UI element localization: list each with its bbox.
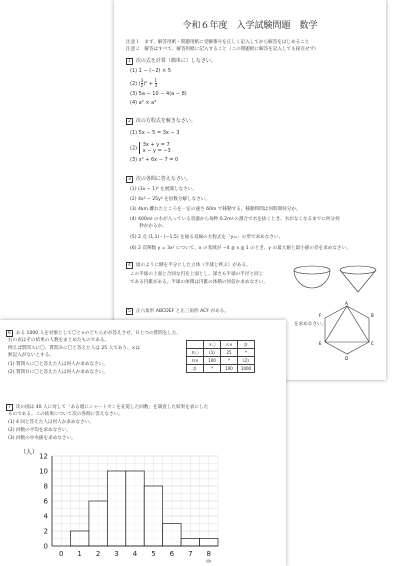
table-row: Ｂ〇 (1) 25 * <box>187 349 255 357</box>
triangle-shape <box>325 306 369 342</box>
y-tick-label: 6 <box>43 497 48 506</box>
q4-line-2: この半球の上面と合同な円を上面とし、深さも半球の半径と同じ <box>130 272 264 277</box>
table-row: Ｂ× 100 * (2) <box>187 357 255 365</box>
q1-item-2: (2) ( $\frac{3}{2})^2$ + $\frac{1}{3}$ <box>130 78 158 88</box>
x-tick-label: 8 <box>206 550 212 558</box>
q7-line-4: (2) 回数の平均を求めなさい。 <box>8 428 72 433</box>
y-tick-label: 4 <box>43 512 48 521</box>
y-tick-label: 12 <box>39 452 48 461</box>
q7-line-3: (1) 4 回と答えた人は何人か求めなさい。 <box>8 420 94 425</box>
q2-text: 次の方程式を解きなさい。 <box>135 118 196 124</box>
q6-line-3: 例えば質問Ａに〇、質問Ｂに〇と答えた人は 25 人であり、×は <box>8 346 141 351</box>
q1-item-1: (1) 1 − (−2) × 5 <box>130 68 172 74</box>
vertex-label-d: D <box>345 356 349 361</box>
q7-text-1: 次の図は 40 人に対して「ある週にシャートセンを充電した回数」を調査した結果を表にした <box>15 405 209 410</box>
x-tick-label: 7 <box>188 550 193 558</box>
q6-line-2: 右の表はその結果の人数をまとめたものである。 <box>8 338 110 343</box>
q1-heading <box>126 58 216 65</box>
x-tick-label: 5 <box>151 550 156 558</box>
q3-item-3: (3) 4km 離れたところを一定の速さ 60m で移動する。移動時間は何時間何分か。 <box>130 207 301 212</box>
q3-text: 次の各問に答えなさい。 <box>135 176 191 182</box>
q5-text: 正六角形 ABCDEF と正三角形 ACF がある。 <box>135 309 229 314</box>
histogram-bar-4 <box>126 471 144 546</box>
q6-text-1: ある 1000 人を対象として〇と×のどちらかが答えさせ、Ｂとつの質問をした。 <box>15 331 182 336</box>
note-2: 注意２ 解答はすべて、解答用紙に記入すること（この問題紙に解答を記入しても採点せず） <box>126 47 319 52</box>
q6-line-4: 無記入がないとする。 <box>8 353 54 358</box>
vertex-label-c: C <box>371 341 374 346</box>
x-tick-label: 4 <box>132 550 138 558</box>
x-tick-label: 6 <box>169 550 175 558</box>
q3-number: 3 <box>128 177 131 182</box>
q3-item-6: (6) 2 次関数 y = 3x² について、x の変域が −4 ≦ x ≦ 1 のとき、y の最大値と最小値の差を求めなさい。 <box>130 246 351 251</box>
q1-item-2-label: (2) <box>130 81 138 87</box>
histogram-bar-5 <box>144 486 162 546</box>
vertex-label-e: E <box>319 341 322 346</box>
x-axis-unit: (回) <box>206 559 212 563</box>
q1-number: 1 <box>128 59 131 64</box>
x-tick-label: 0 <box>58 550 64 558</box>
q7-line-2: ものである。この結果について次の各問に答えなさい。 <box>8 412 123 417</box>
hexagon-figure <box>314 300 380 364</box>
q4-number: 4 <box>128 263 131 268</box>
q4-line-3: である円錐がある。半球の体積は円錐の体積の何倍か求めなさい。 <box>130 280 268 285</box>
q1-item-3: (3) 5a − 10 − 4(a − 8) <box>130 91 187 97</box>
q6-line-1 <box>6 330 181 337</box>
histogram-bar-1 <box>70 531 88 546</box>
q5-sub: を求めなさい。 <box>294 322 327 327</box>
histogram-bar-7 <box>181 539 199 547</box>
vertex-label-a: A <box>345 301 348 306</box>
page-title: 令和６年度 入学試験問題 数学 <box>182 21 318 31</box>
cross-tab-table <box>186 340 255 373</box>
q1-text: 次の式を計算（簡単に）しなさい。 <box>135 58 216 64</box>
q7-number: 7 <box>8 405 11 410</box>
table-row: Ａ〇 Ａ× 計 <box>187 341 255 349</box>
cone-shape <box>340 266 376 292</box>
q2-item-1: (1) 5x − 5 = 3x − 3 <box>130 130 180 136</box>
q2-item-3: (3) x² + 6x − 7 = 0 <box>130 157 179 163</box>
histogram-bar-3 <box>107 471 125 546</box>
q6-line-6: (2) 質問Ｂに〇と答えた人は何人か求めなさい。 <box>8 370 108 375</box>
histogram-bar-2 <box>89 501 107 546</box>
table-row: 計 * 100 1000 <box>187 365 255 373</box>
x-tick-label: 1 <box>77 550 82 558</box>
hexagon-shape <box>325 306 369 354</box>
q2-item-2-label: (2) <box>130 145 138 152</box>
q7-line-5: (3) 回数の中央値を求めなさい。 <box>8 436 76 441</box>
q6-line-5: (1) 質問Ａに〇と答えた人は何人か求めなさい。 <box>8 362 108 367</box>
q2-heading <box>126 118 196 125</box>
y-tick-label: 2 <box>43 527 48 536</box>
q2-number: 2 <box>128 119 131 124</box>
q7-line-1 <box>6 404 208 411</box>
vertex-label-f: F <box>319 313 322 318</box>
q3-heading <box>126 176 191 183</box>
q3-item-1: (1) (3x − 1)² を展開しなさい。 <box>130 187 197 192</box>
y-tick-label: 8 <box>43 482 48 491</box>
vertex-label-b: B <box>371 313 374 318</box>
hemisphere-shape <box>294 266 330 288</box>
q3-item-4-cont: 秒かかるか。 <box>130 224 167 229</box>
x-tick-label: 3 <box>114 550 119 558</box>
x-tick-label: 2 <box>95 550 101 558</box>
note-1: 注意１ まず、解答用紙・問題用紙に受験番号を正しく記入してから解答をはじめること <box>126 40 310 45</box>
hemisphere-cone-figure <box>292 262 382 302</box>
q5-line <box>126 308 229 315</box>
fraction-a: $\frac{3}{2}$ <box>140 78 144 88</box>
q3-item-4: (4) 400ml の水が入っている容器から毎秒 0.2ml の割合で水を抜くとき、水がなくなるまでに何分何 <box>130 217 340 222</box>
equation-system: 3x + y = 7 x − y = −3 <box>139 142 171 154</box>
fraction-b: $\frac{1}{3}$ <box>154 78 158 88</box>
q3-item-5: (5) 2 点 (1,1)・(−1,5) を通る直線の方程式を「y=」の形で求めなさい。 <box>130 235 284 240</box>
q3-item-2: (2) 4x² − 25y² を因数分解しなさい。 <box>130 197 211 202</box>
q4-line-1 <box>126 262 251 269</box>
q4-text-1: 図のように側を半分にした立体（半球と呼ぶ）がある。 <box>135 263 251 268</box>
y-tick-label: 10 <box>39 467 48 476</box>
y-axis-label: （人） <box>20 449 39 456</box>
q6-number: 6 <box>8 331 11 336</box>
q5-number: 5 <box>128 309 131 314</box>
y-tick-label: 0 <box>43 542 48 551</box>
exam-page-2 <box>0 320 286 566</box>
q1-item-4: (4) a² × a³ <box>130 100 157 106</box>
histogram-bar-6 <box>163 524 181 547</box>
q2-item-2 <box>130 142 171 154</box>
histogram-chart <box>8 444 234 564</box>
histogram-bar-8 <box>200 539 218 547</box>
